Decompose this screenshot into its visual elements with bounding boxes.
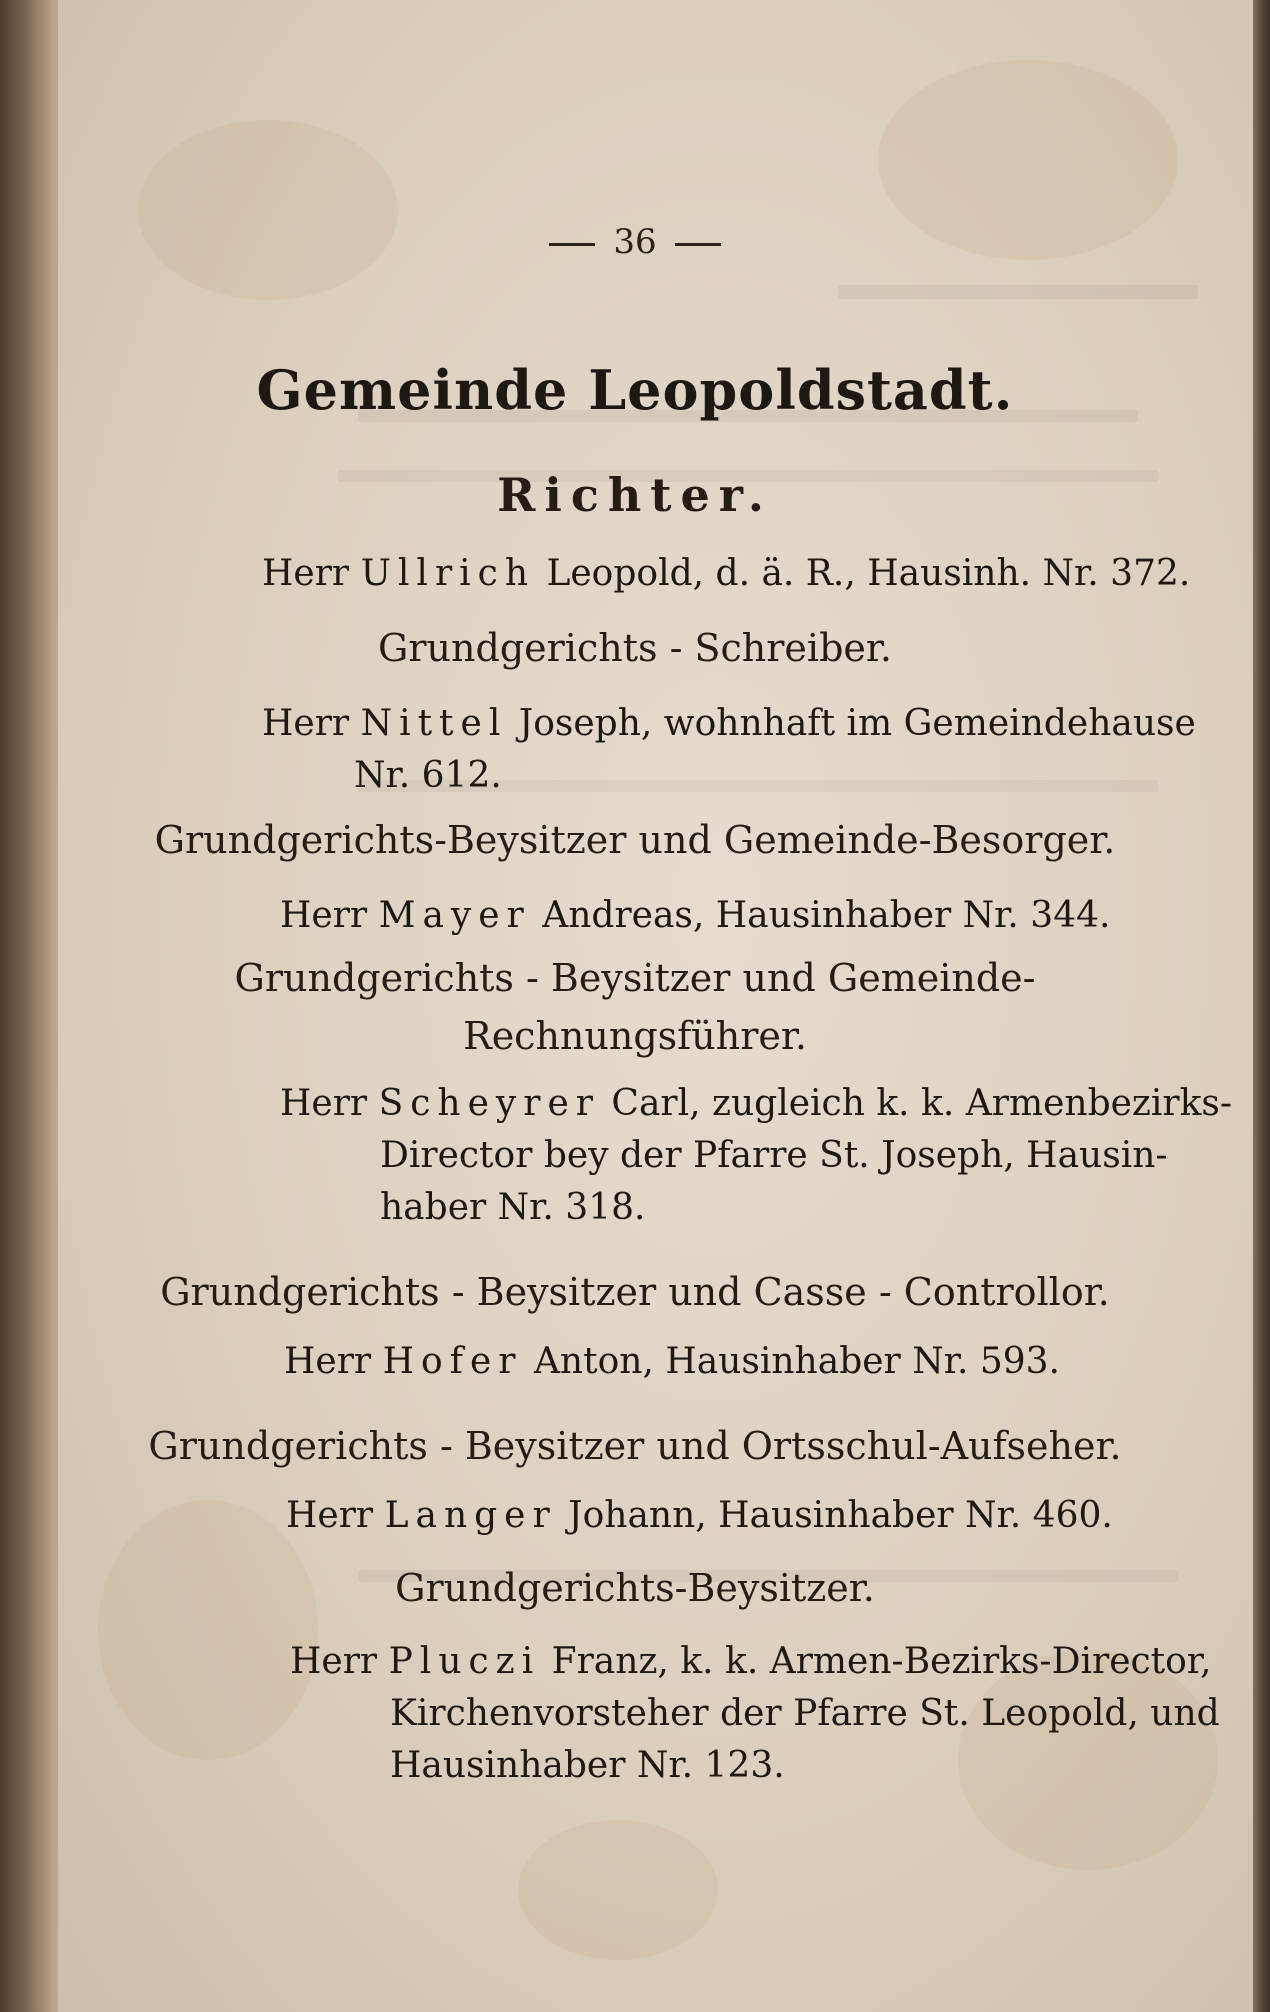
entry (280, 890, 1110, 942)
show-through (838, 285, 1198, 299)
entry (286, 1490, 1113, 1542)
entry-name: Nittel (360, 703, 508, 744)
entry-text: Franz, k. k. Armen-Bezirks-Director, (551, 1641, 1212, 1682)
section-heading: Grundgerichts-Beysitzer. (395, 1566, 875, 1610)
entry-honorific: Herr (262, 553, 350, 594)
entry-text: Carl, zugleich k. k. Armenbezirks- (611, 1083, 1233, 1124)
entry-text: Leopold, d. ä. R., Hausinh. Nr. 372. (546, 553, 1191, 594)
entry-name: Ullrich (360, 553, 536, 594)
entry-honorific: Herr (290, 1641, 378, 1682)
entry-honorific: Herr (280, 1083, 368, 1124)
entry-name: Scheyrer (378, 1083, 600, 1124)
entry-text-continued: Hausinhaber Nr. 123. (390, 1745, 785, 1786)
entry-text-continued: Kirchenvorsteher der Pfarre St. Leopold, und (390, 1693, 1220, 1734)
entry-text-continued: Nr. 612. (354, 755, 502, 796)
entry-name: Hofer (382, 1341, 523, 1382)
entry-honorific: Herr (284, 1341, 372, 1382)
entry-honorific: Herr (280, 895, 368, 936)
entry (284, 1336, 1060, 1388)
section-heading (0, 956, 1270, 1058)
page-number-dash (675, 243, 721, 246)
page-number-text: 36 (613, 222, 657, 262)
entry (290, 1636, 1220, 1792)
page-number (0, 222, 1270, 262)
page-number-dash (549, 243, 595, 246)
entry-name: Langer (384, 1495, 557, 1536)
section-heading: Richter. (497, 468, 773, 522)
entry-text: Joseph, wohnhaft im Gemeindehause (518, 703, 1196, 744)
page-title: Gemeinde Leopoldstadt. (256, 358, 1014, 422)
section-heading: Grundgerichts - Beysitzer und Ortsschul-Aufseher. (148, 1424, 1122, 1468)
entry-text-continued: Director bey der Pfarre St. Joseph, Hausin- (380, 1135, 1168, 1176)
section-heading-line2: Rechnungsführer. (463, 1014, 807, 1058)
entry-text: Anton, Hausinhaber Nr. 593. (533, 1341, 1060, 1382)
entry (262, 698, 1196, 802)
entry-name: Mayer (378, 895, 531, 936)
section-heading-line1: Grundgerichts - Beysitzer und Gemeinde- (234, 956, 1036, 1000)
paper-stain (98, 1500, 318, 1760)
section-heading: Grundgerichts-Beysitzer und Gemeinde-Besorger. (154, 818, 1116, 862)
entry-text-continued: haber Nr. 318. (380, 1187, 646, 1228)
entry-honorific: Herr (262, 703, 350, 744)
entry-text: Johann, Hausinhaber Nr. 460. (568, 1495, 1113, 1536)
entry (280, 1078, 1232, 1234)
entry-name: Pluczi (388, 1641, 541, 1682)
entry (262, 548, 1190, 600)
entry-honorific: Herr (286, 1495, 374, 1536)
paper-stain (138, 120, 398, 300)
section-heading: Grundgerichts - Beysitzer und Casse - Controllor. (160, 1270, 1110, 1314)
entry-text: Andreas, Hausinhaber Nr. 344. (542, 895, 1111, 936)
section-heading: Grundgerichts - Schreiber. (378, 626, 892, 670)
paper-stain (518, 1820, 718, 1960)
